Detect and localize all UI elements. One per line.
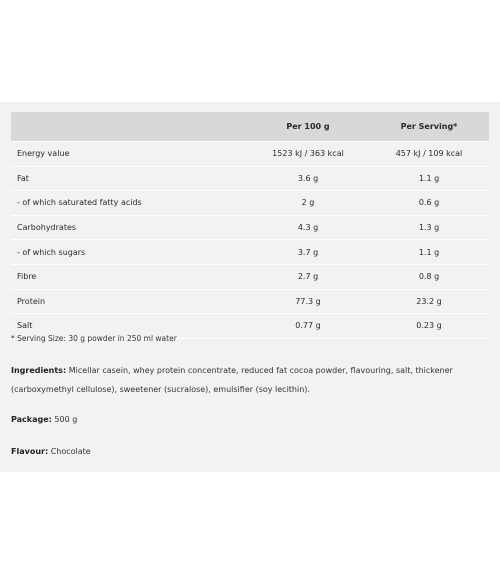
nutrition-table	[11, 112, 489, 339]
table-row	[11, 142, 489, 167]
flavour-label: Flavour:	[11, 447, 49, 456]
value-per-serving: 0.6 g	[418, 198, 440, 208]
package-section	[11, 410, 489, 429]
nutrient-name: Fibre	[17, 272, 37, 282]
nutrient-name: - of which sugars	[17, 247, 86, 257]
value-per-serving: 0.8 g	[418, 272, 440, 282]
nutrient-name: Protein	[17, 296, 46, 306]
nutrient-name: Salt	[17, 321, 33, 331]
table-row	[11, 216, 489, 241]
value-per-100g: 0.77 g	[295, 321, 321, 331]
nutrient-name: Energy value	[17, 149, 70, 159]
value-per-serving: 0.23 g	[416, 321, 442, 331]
flavour-section	[11, 442, 489, 461]
value-per-serving: 1.3 g	[418, 223, 440, 233]
value-per-serving: 457 kJ / 109 kcal	[395, 149, 463, 159]
value-per-serving: 23.2 g	[416, 296, 442, 306]
value-per-serving: 1.1 g	[418, 173, 440, 183]
package-text: 500 g	[51, 415, 78, 424]
value-per-100g: 1523 kJ / 363 kcal	[272, 149, 344, 159]
header-per-100g: Per 100 g	[286, 122, 330, 131]
table-row	[11, 191, 489, 216]
nutrient-name: - of which saturated fatty acids	[17, 198, 142, 208]
ingredients-section	[11, 361, 489, 399]
table-row	[11, 290, 489, 315]
flavour-text: Chocolate	[48, 447, 91, 456]
nutrient-name: Fat	[17, 173, 29, 183]
ingredients-text: Micellar casein, whey protein concentrate, reduced fat cocoa powder, flavouring, salt, thickener (carboxymethyl cellulose), sweetener (sucralose), emulsifier (soy lecithin).	[11, 366, 453, 394]
table-row	[11, 265, 489, 290]
header-per-serving: Per Serving*	[400, 122, 458, 131]
nutrient-name: Carbohydrates	[17, 223, 77, 233]
value-per-100g: 77.3 g	[295, 296, 321, 306]
table-row	[11, 167, 489, 192]
value-per-100g: 3.6 g	[297, 173, 319, 183]
table-header-row	[11, 112, 489, 142]
table-row	[11, 240, 489, 265]
ingredients-label: Ingredients:	[11, 366, 67, 375]
value-per-serving: 1.1 g	[418, 247, 440, 257]
package-label: Package:	[11, 415, 52, 424]
value-per-100g: 4.3 g	[297, 223, 319, 233]
value-per-100g: 2.7 g	[297, 272, 319, 282]
value-per-100g: 2 g	[301, 198, 315, 208]
serving-size-note: * Serving Size: 30 g powder in 250 ml water	[11, 334, 177, 343]
value-per-100g: 3.7 g	[297, 247, 319, 257]
